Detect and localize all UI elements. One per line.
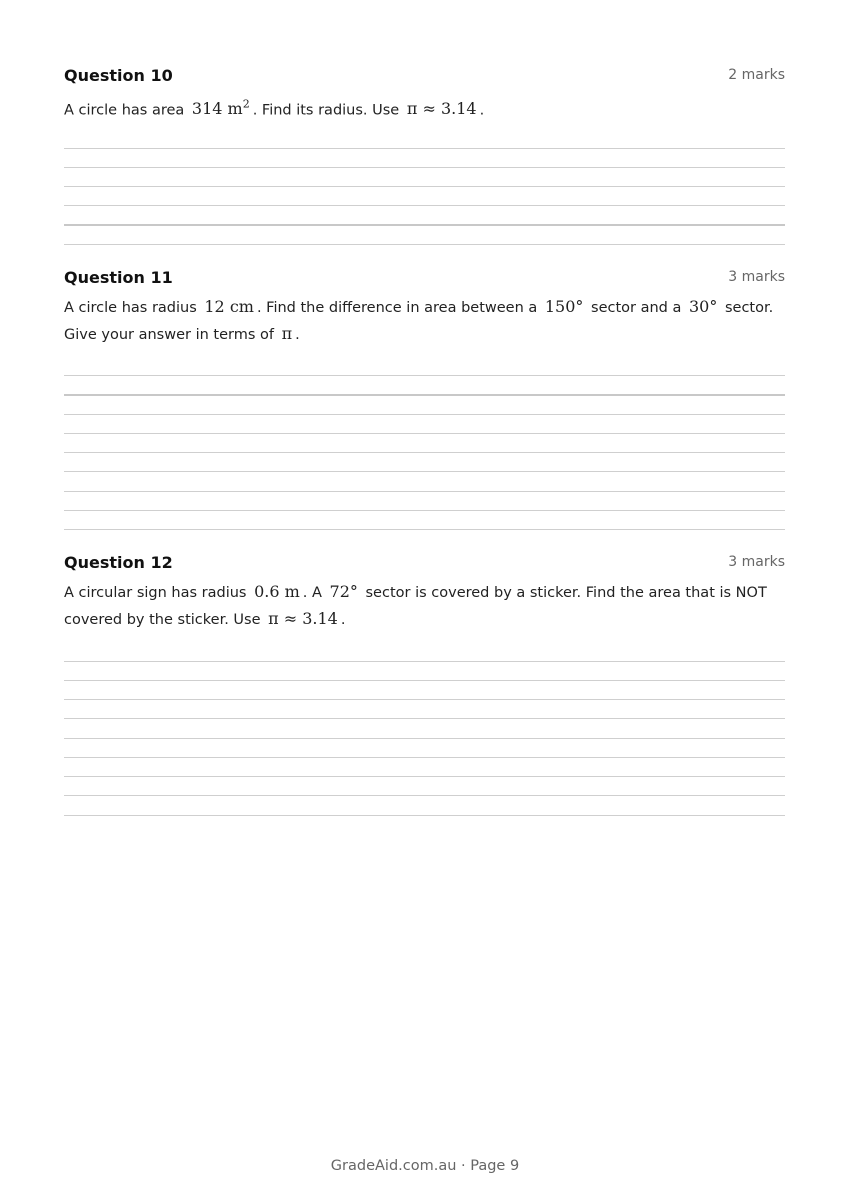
- question-12: [64, 553, 785, 633]
- answer-line: [64, 224, 785, 226]
- math-pi-approx: π ≈ 3.14: [268, 609, 338, 628]
- question-text: A circular sign has radius 0.6 m . A 72° sector is covered by a sticker. Find the area that is NOT covered by the sticker. Use π ≈ 3.14 .: [64, 582, 767, 628]
- answer-line: [64, 529, 785, 530]
- answer-line: [64, 510, 785, 511]
- answer-line: [64, 148, 785, 149]
- math-pi-approx: π ≈ 3.14: [406, 99, 477, 119]
- answer-line: [64, 491, 785, 492]
- answer-line: [64, 776, 785, 777]
- question-title: Question 12: [64, 553, 173, 572]
- answer-line: [64, 186, 785, 187]
- math-pi: π: [281, 324, 293, 343]
- answer-line: [64, 167, 785, 168]
- question-title: Question 10: [64, 66, 173, 85]
- math-angle: 72°: [329, 582, 358, 601]
- answer-line: [64, 699, 785, 700]
- answer-line: [64, 414, 785, 415]
- answer-line: [64, 394, 785, 396]
- answer-line: [64, 375, 785, 376]
- math-area: 314 $m^2$: [191, 98, 250, 119]
- question-11: [64, 268, 785, 348]
- question-text: A circle has radius 12 cm . Find the difference in area between a 150° sector and a 30° sector. Give your answer in terms of π .: [64, 297, 774, 343]
- answer-line: [64, 738, 785, 739]
- question-marks: 2 marks: [728, 67, 785, 83]
- math-angle: 30°: [689, 297, 718, 316]
- math-radius: 0.6 m: [254, 582, 300, 601]
- question-marks: 3 marks: [728, 554, 785, 570]
- answer-line: [64, 795, 785, 796]
- answer-line: [64, 471, 785, 472]
- answer-line: [64, 433, 785, 434]
- answer-line: [64, 452, 785, 453]
- question-title: Question 11: [64, 268, 173, 287]
- answer-line: [64, 205, 785, 206]
- answer-line: [64, 244, 785, 245]
- question-text: A circle has area 314 $m^2$ . Find its radius. Use π ≈ 3.14 .: [64, 98, 485, 119]
- question-10: [64, 66, 785, 123]
- question-marks: 3 marks: [728, 269, 785, 285]
- answer-line: [64, 815, 785, 816]
- answer-line: [64, 661, 785, 662]
- math-angle: 150°: [544, 297, 584, 316]
- answer-line: [64, 757, 785, 758]
- answer-line: [64, 718, 785, 719]
- answer-line: [64, 680, 785, 681]
- page-footer: GradeAid.com.au · Page 9: [330, 1158, 520, 1174]
- math-radius: 12 cm: [204, 297, 254, 316]
